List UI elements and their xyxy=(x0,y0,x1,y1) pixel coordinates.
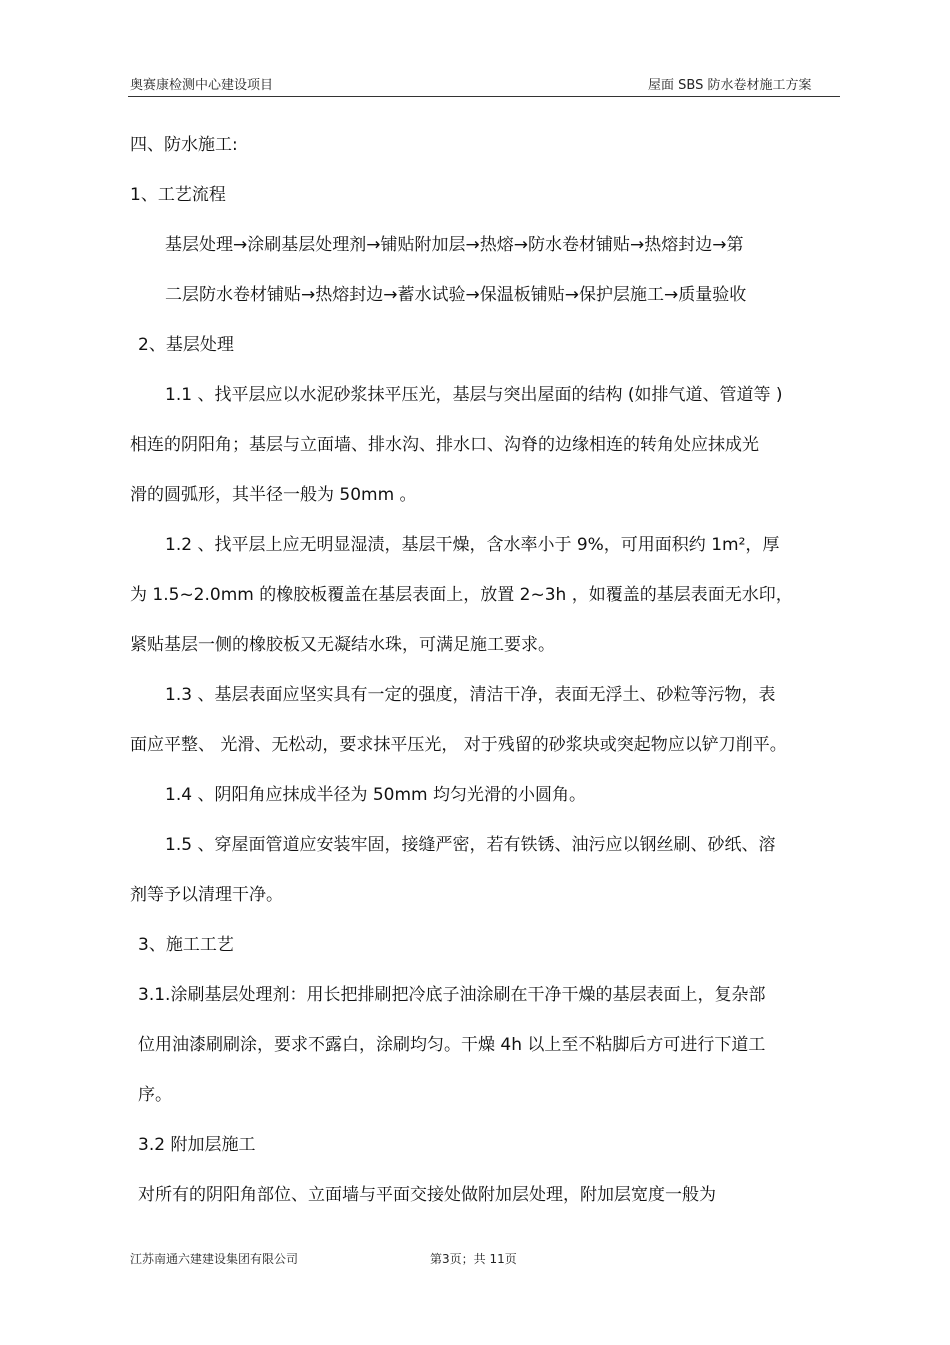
subheading-base-treatment: 2、基层处理 xyxy=(138,335,234,355)
section-heading-waterproofing: 四、防水施工: xyxy=(130,135,238,155)
paragraph-line: 位用油漆刷刷涂，要求不露白，涂刷均匀。干燥 4h 以上至不粘脚后方可进行下道工 xyxy=(138,1035,766,1055)
paragraph-line: 1.3 、基层表面应坚实具有一定的强度，清洁干净，表面无浮土、砂粒等污物，表 xyxy=(165,685,776,705)
paragraph-line: 剂等予以清理干净。 xyxy=(130,885,283,905)
paragraph-line: 对所有的阴阳角部位、立面墙与平面交接处做附加层处理，附加层宽度一般为 xyxy=(138,1185,716,1205)
paragraph-line: 1.1 、找平层应以水泥砂浆抹平压光，基层与突出屋面的结构 (如排气道、管道等 ) xyxy=(165,385,783,405)
paragraph-line: 1.2 、找平层上应无明显湿渍，基层干燥，含水率小于 9%，可用面积约 1m²，厚 xyxy=(165,535,780,555)
subheading-additional-layer: 3.2 附加层施工 xyxy=(138,1135,256,1155)
subheading-process-flow: 1、工艺流程 xyxy=(130,185,226,205)
paragraph-line: 1.5 、穿屋面管道应安装牢固，接缝严密，若有铁锈、油污应以钢丝刷、砂纸、溶 xyxy=(165,835,776,855)
subheading-construction-process: 3、施工工艺 xyxy=(138,935,234,955)
paragraph-line: 相连的阴阳角；基层与立面墙、排水沟、排水口、沟脊的边缘相连的转角处应抹成光 xyxy=(130,435,759,455)
header-divider xyxy=(128,96,840,97)
paragraph-line: 序。 xyxy=(138,1085,172,1105)
paragraph-line: 1.4 、阴阳角应抹成半径为 50mm 均匀光滑的小圆角。 xyxy=(165,785,586,805)
header-document-title: 屋面 SBS 防水卷材施工方案 xyxy=(648,78,812,93)
paragraph-line: 面应平整、 光滑、无松动，要求抹平压光， 对于残留的砂浆块或突起物应以铲刀削平。 xyxy=(130,735,787,755)
paragraph-line: 滑的圆弧形，其半径一般为 50mm 。 xyxy=(130,485,417,505)
paragraph-line: 3.1.涂刷基层处理剂：用长把排刷把冷底子油涂刷在干净干燥的基层表面上，复杂部 xyxy=(138,985,766,1005)
footer-company: 江苏南通六建建设集团有限公司 xyxy=(130,1252,299,1266)
footer-page-number: 第3页；共 11页 xyxy=(430,1252,517,1266)
paragraph-line: 紧贴基层一侧的橡胶板又无凝结水珠，可满足施工要求。 xyxy=(130,635,555,655)
header-project-name: 奥赛康检测中心建设项目 xyxy=(130,78,274,93)
paragraph-line: 二层防水卷材铺贴→热熔封边→蓄水试验→保温板铺贴→保护层施工→质量验收 xyxy=(165,285,747,305)
paragraph-line: 基层处理→涂刷基层处理剂→铺贴附加层→热熔→防水卷材铺贴→热熔封边→第 xyxy=(165,235,744,255)
paragraph-line: 为 1.5~2.0mm 的橡胶板覆盖在基层表面上，放置 2~3h ，如覆盖的基层表面无水印， xyxy=(130,585,793,605)
